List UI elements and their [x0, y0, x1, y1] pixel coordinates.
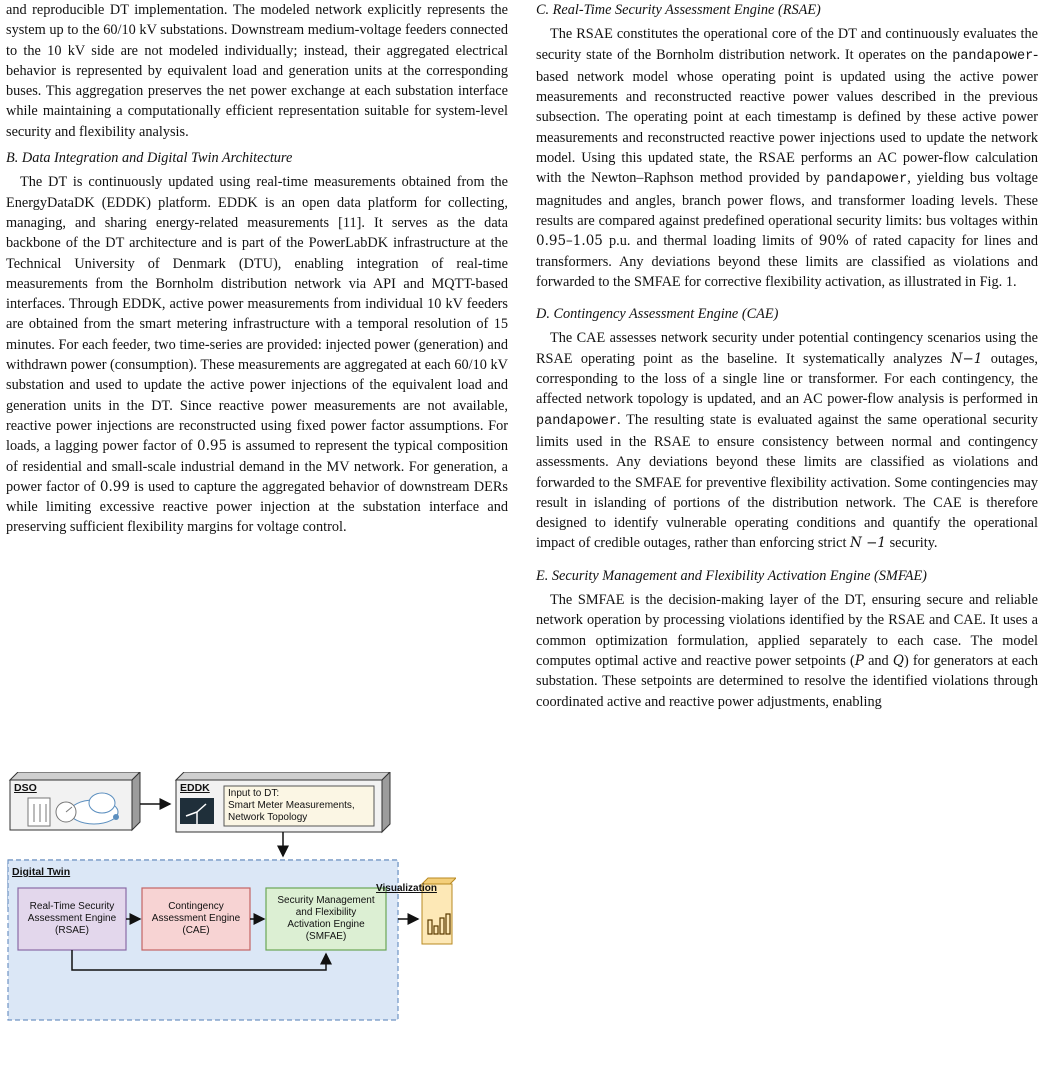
dso-label: DSO: [14, 782, 37, 794]
math-pf-gen: 0.99: [99, 478, 130, 495]
paragraph-rsae: [536, 24, 1038, 292]
math-loading-limit: 90%: [818, 233, 849, 250]
text-segment: The DT is continuously updated using real-time measurements obtained from the EnergyDataDK (EDDK) platform. EDDK is an open data platform for collecting, managing, and sharing energy-related measurements [11]. It serves as the data backbone of the DT architecture and is part of the PowerLabDK infrastructure at the Technical University of Denmark (DTU), enabling integration of real-time measurements from the Bornholm distribution network via API and MQTT-based interfaces. Through EDDK, active power measurements from individual 10 kV feeders are obtained from the smart metering infrastructure with a temporal resolution of 15 minutes. For each feeder, two time-series are provided: injected power (generation) and withdrawn power (consumption). These measurements are aggregated at each 60/10 kV substation and used to update the active power injections of the equivalent load and generation units in the DT. Since reactive power measurements are not available, reactive power injections are reconstructed using fixed power factor assumptions. For loads, a lagging power factor of: [6, 174, 508, 455]
section-heading-d: D. Contingency Assessment Engine (CAE): [536, 306, 779, 323]
paragraph-smfae: [536, 590, 1038, 712]
text-segment: outages, corresponding to the loss of a single line or transformer. For each contingency, the affected network topology is updated, and an AC power-flow analysis is performed in: [536, 350, 1038, 408]
math-voltage-range: 0.95–1.05: [536, 233, 603, 250]
code-pandapower: pandapower: [826, 172, 908, 188]
paragraph-network-model: and reproducible DT implementation. The modeled network explicitly represents the system up to the 60/10 kV substations. Downstream medium-voltage feeders connected to the 10 kV side are not modeled individually; instead, their aggregated electrical behavior is represented by equivalent load and generation units at the corresponding buses. This aggregation preserves the net power exchange at each substation interface while maintaining a computationally efficient representation suitable for system-level security and flexibility analysis.: [6, 2, 508, 140]
smfae-box-text: Security Management and Flexibility Activation Engine (SMFAE): [277, 895, 375, 942]
section-heading-c: C. Real-Time Security Assessment Engine (RSAE): [536, 2, 821, 18]
code-pandapower: pandapower: [536, 413, 618, 429]
text-segment: The SMFAE is the decision-making layer of the DT, ensuring secure and reliable network operation by processing violations identified by the RSAE and CAE. It uses a common optimization formulation, applied separately to each case. The model computes optimal active and reactive power setpoints (: [536, 592, 1038, 669]
text-segment: , yielding bus voltage magnitudes and angles, branch power flows, and transformer loading levels. These results are compared against predefined operational security limits: bus voltages within: [536, 170, 1038, 229]
section-heading-b: B. Data Integration and Digital Twin Architecture: [6, 150, 293, 167]
text-segment: is assumed to represent the typical composition of residential and small-scale industrial demand in the MV network. For generation, a power factor of: [6, 438, 508, 495]
eddk-label: EDDK: [180, 782, 210, 794]
math-pf-load: 0.95: [197, 438, 228, 455]
text-segment: The CAE assesses network security under potential contingency scenarios using the RSAE operating point as the baseline. It systematically analyzes: [536, 330, 1038, 367]
rsae-box-text: Real-Time Security Assessment Engine (RSAE): [27, 901, 117, 936]
wind-turbine-icon: [180, 798, 214, 824]
paragraph-data-integration: [6, 172, 508, 537]
math-n-minus-1: N −1: [850, 535, 887, 552]
math-p: P: [854, 652, 864, 669]
math-n-minus-1: N−1: [950, 350, 983, 367]
cae-box-text: Contingency Assessment Engine (CAE): [151, 901, 241, 936]
section-heading-e: E. Security Management and Flexibility Activation Engine (SMFAE): [536, 567, 927, 584]
digital-twin-label: Digital Twin: [12, 866, 71, 878]
text-segment: of rated capacity for lines and transformers. Any deviations beyond these limits are classified as violations and forwarded to the SMFAE for corrective flexibility activation, as illustrated in Fig. 1.: [536, 233, 1038, 290]
text-segment: The RSAE constitutes the operational core of the DT and continuously evaluates the security state of the Bornholm distribution network. It operates on the: [536, 26, 1038, 63]
text-segment: is used to capture the aggregated behavior of downstream DERs while limiting excessive reactive power injection at the substation interface and preserving sufficient flexibility margins for voltage control.: [6, 478, 508, 536]
substation-icon: [28, 798, 50, 826]
text-segment: and: [863, 652, 893, 669]
left-column: [6, 0, 508, 538]
paragraph-cae: [536, 328, 1038, 553]
meter-icon: [56, 802, 76, 822]
math-q: Q: [892, 652, 904, 669]
text-segment: ) for generators at each substation. These setpoints are determined to resolve the identified violations through coordinated active and reactive power adjustments, enabling: [536, 652, 1038, 710]
text-segment: -based network model whose operating point is updated using the active power measurements and reconstructed reactive power values described in the previous subsection. The operating point at each timestamp is defined by these active power measurements and reconstructed reactive power injections used to update the network model. Using this updated state, the RSAE performs an AC power-flow calculation with the Newton–Raphson method provided by: [536, 46, 1038, 187]
text-segment: p.u. and thermal loading limits of: [602, 233, 819, 250]
right-column: [536, 0, 1038, 712]
visualization-label: Visualization: [376, 883, 437, 894]
code-pandapower: pandapower: [952, 48, 1034, 64]
text-segment: . The resulting state is evaluated against the same operational security limits used in the RSAE to ensure consistency between normal and contingency assessments. Any deviations beyond these limits are classified as violations and forwarded to the SMFAE for preventive flexibility activation. Some contingencies may result in islanding of portions of the distribution network. The CAE is therefore designed to identify vulnerable operating conditions and quantify the operational impact of credible outages, rather than enforcing strict: [536, 411, 1038, 552]
text-segment: security.: [886, 535, 938, 552]
eddk-input-text: Input to DT: Smart Meter Measurements, Network Topology: [228, 788, 355, 823]
